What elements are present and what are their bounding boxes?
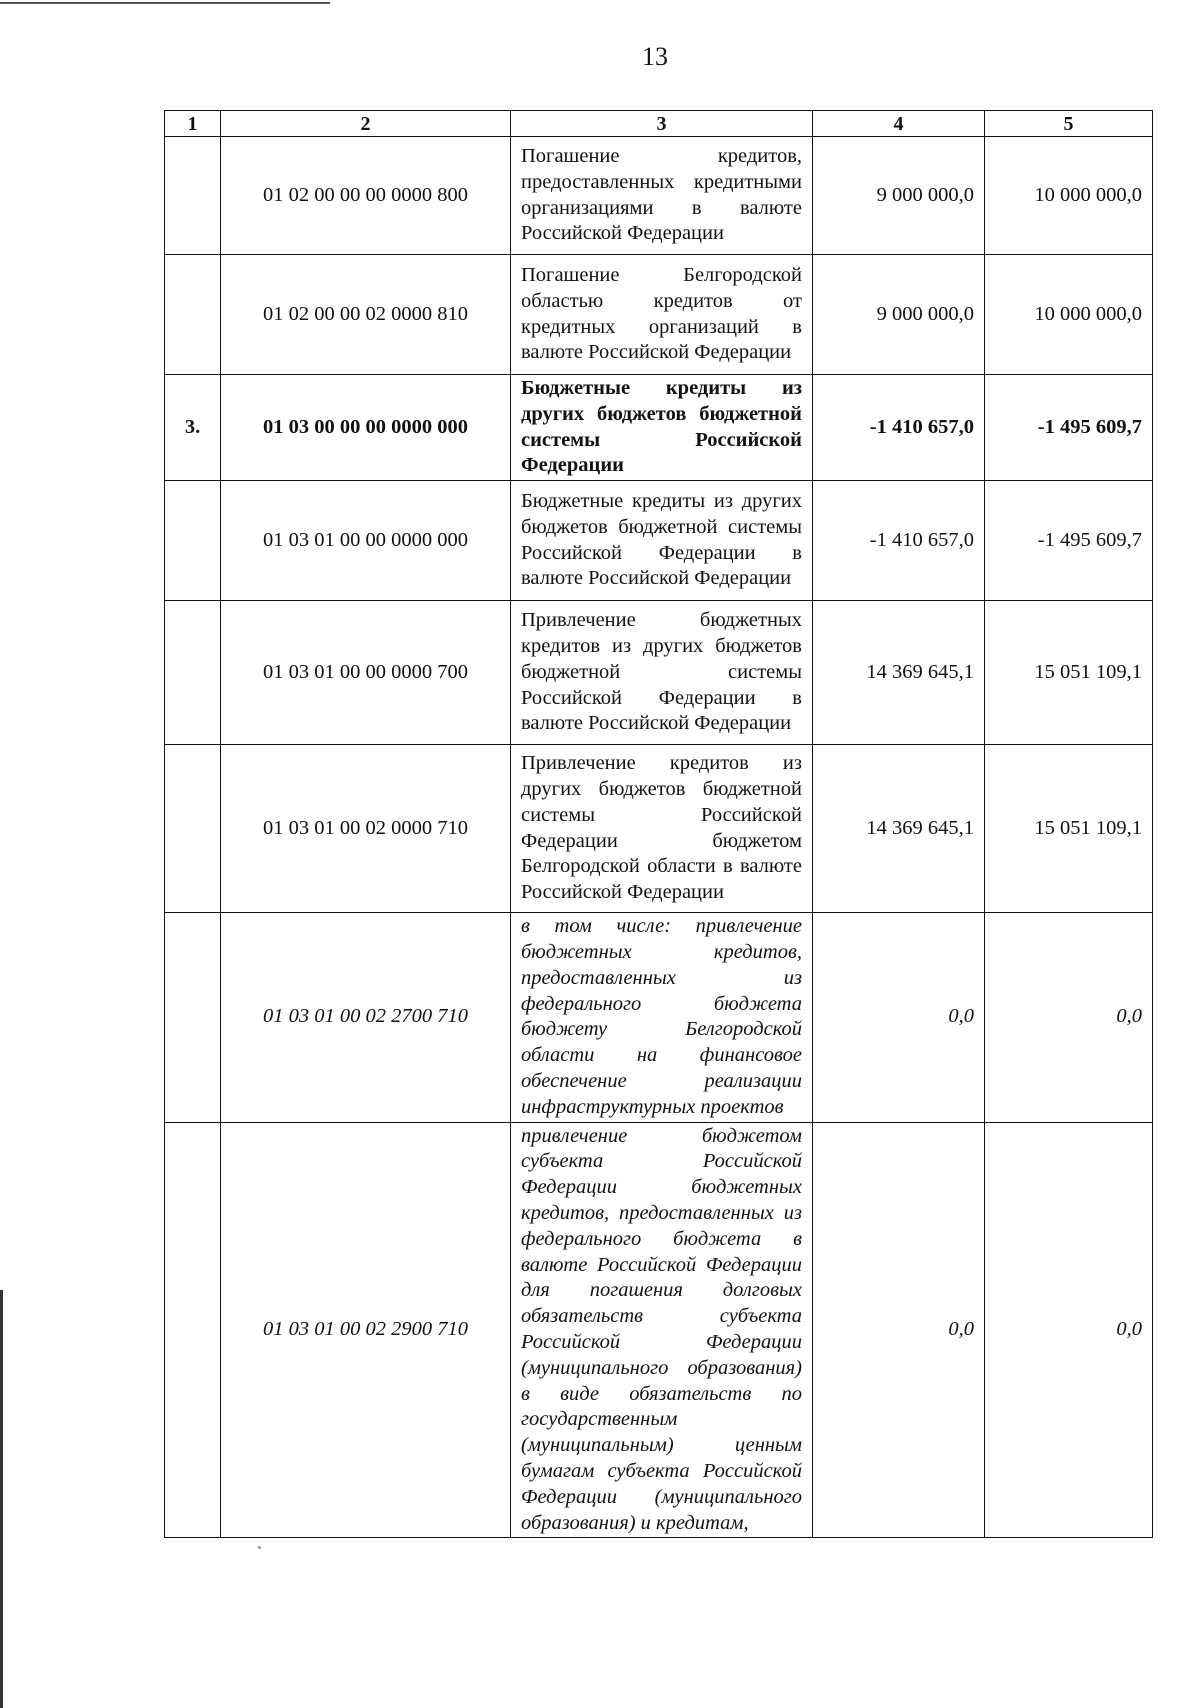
budget-code-cell: 01 03 01 00 00 0000 000 (221, 481, 511, 601)
scan-artifact-left (0, 1290, 3, 1708)
value-col4-cell: 14 369 645,1 (813, 745, 985, 913)
row-number-cell: 3. (165, 375, 221, 481)
row-number-cell (165, 481, 221, 601)
column-header: 4 (813, 111, 985, 137)
row-number-cell (165, 913, 221, 1122)
row-number-cell (165, 1122, 221, 1538)
scan-artifact-top (0, 2, 330, 4)
value-col4-cell: 14 369 645,1 (813, 601, 985, 745)
row-number-cell (165, 137, 221, 255)
budget-code-cell: 01 03 01 00 02 0000 710 (221, 745, 511, 913)
description-cell: Погашение Белгородской областью кредитов от кредитных организаций в валюте Российской Федерации (511, 255, 813, 375)
table-row (165, 601, 1153, 745)
column-header: 1 (165, 111, 221, 137)
table-row (165, 481, 1153, 601)
column-header: 5 (985, 111, 1153, 137)
description-cell: Привлечение бюджетных кредитов из других бюджетов бюджетной системы Российской Федерации в валюте Российской Федерации (511, 601, 813, 745)
description-cell: привлечение бюджетом субъекта Российской Федерации бюджетных кредитов, предоставленных из федерального бюджета в валюте Российской Федерации для погашения долговых обязательств субъекта Российской Федерации (муниципального образования) в виде обязательств по государственным (муниципальным) ценным бумагам субъекта Российской Федерации (муниципального образования) и кредитам, (511, 1122, 813, 1538)
value-col5-cell: 15 051 109,1 (985, 745, 1153, 913)
column-header: 2 (221, 111, 511, 137)
value-col5-cell: 0,0 (985, 1122, 1153, 1538)
table-header-row (165, 111, 1153, 137)
table-row (165, 913, 1153, 1122)
value-col5-cell: 10 000 000,0 (985, 255, 1153, 375)
row-number-cell (165, 745, 221, 913)
value-col5-cell: -1 495 609,7 (985, 375, 1153, 481)
row-number-cell (165, 255, 221, 375)
value-col4-cell: 0,0 (813, 913, 985, 1122)
budget-code-cell: 01 03 01 00 02 2700 710 (221, 913, 511, 1122)
value-col4-cell: -1 410 657,0 (813, 481, 985, 601)
budget-code-cell: 01 03 00 00 00 0000 000 (221, 375, 511, 481)
description-cell: Бюджетные кредиты из других бюджетов бюджетной системы Российской Федерации (511, 375, 813, 481)
description-cell: в том числе: привлечение бюджетных кредитов, предоставленных из федерального бюджета бюджету Белгородской области на финансовое обеспечение реализации инфраструктурных проектов (511, 913, 813, 1122)
table-row (165, 255, 1153, 375)
row-number-cell (165, 601, 221, 745)
budget-code-cell: 01 03 01 00 00 0000 700 (221, 601, 511, 745)
budget-code-cell: 01 03 01 00 02 2900 710 (221, 1122, 511, 1538)
budget-code-cell: 01 02 00 00 02 0000 810 (221, 255, 511, 375)
column-header: 3 (511, 111, 813, 137)
value-col5-cell: 15 051 109,1 (985, 601, 1153, 745)
budget-sources-table (164, 110, 1153, 1538)
scan-artifact-dot (258, 1546, 261, 1549)
table-row (165, 745, 1153, 913)
value-col5-cell: 0,0 (985, 913, 1153, 1122)
value-col4-cell: -1 410 657,0 (813, 375, 985, 481)
value-col4-cell: 0,0 (813, 1122, 985, 1538)
table-row (165, 375, 1153, 481)
page-number: 13 (642, 42, 668, 71)
value-col5-cell: -1 495 609,7 (985, 481, 1153, 601)
value-col4-cell: 9 000 000,0 (813, 137, 985, 255)
table-row (165, 137, 1153, 255)
description-cell: Погашение кредитов, предоставленных кредитными организациями в валюте Российской Федерации (511, 137, 813, 255)
value-col4-cell: 9 000 000,0 (813, 255, 985, 375)
description-cell: Бюджетные кредиты из других бюджетов бюджетной системы Российской Федерации в валюте Российской Федерации (511, 481, 813, 601)
budget-code-cell: 01 02 00 00 00 0000 800 (221, 137, 511, 255)
table-body (165, 137, 1153, 1538)
table-row (165, 1122, 1153, 1538)
description-cell: Привлечение кредитов из других бюджетов бюджетной системы Российской Федерации бюджетом Белгородской области в валюте Российской Федерации (511, 745, 813, 913)
value-col5-cell: 10 000 000,0 (985, 137, 1153, 255)
